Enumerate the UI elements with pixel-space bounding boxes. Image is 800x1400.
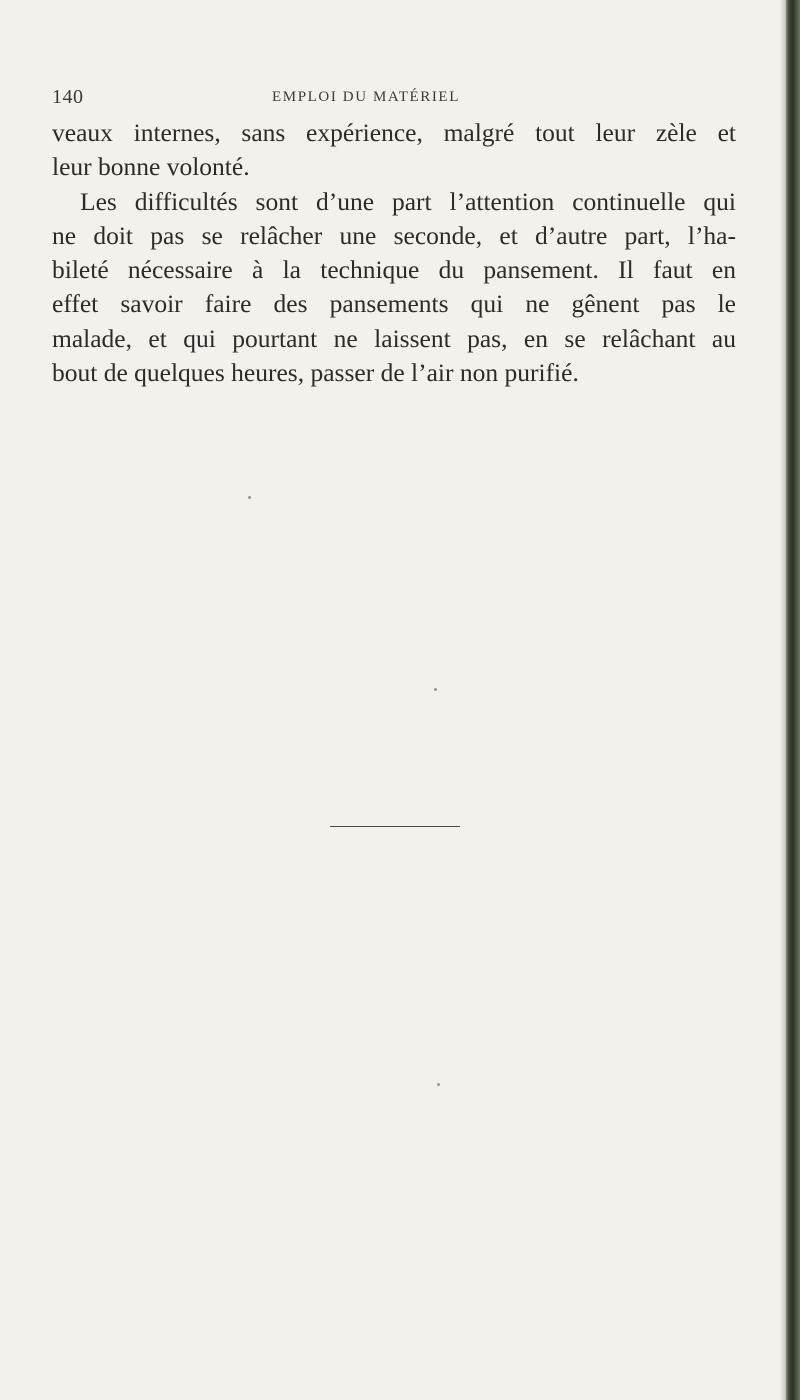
text-line: effet savoir faire des pansements qui ne gênent pas le [52,289,736,319]
text-line: veaux internes, sans expérience, malgré tout leur zèle et [52,118,736,147]
body-paragraphs [52,116,736,390]
text-line: bout de quelques heures, passer de l’air non purifié. [52,358,579,388]
text-line: bileté nécessaire à la technique du pansement. Il faut en [52,255,736,285]
paper-speck [434,688,437,691]
paper-speck [248,496,251,499]
book-edge [786,0,800,1400]
paper-speck [437,1083,440,1086]
text-line: malade, et qui pourtant ne laissent pas, en se relâchant au [52,323,736,353]
running-head-title: EMPLOI DU MATÉRIEL [272,89,460,105]
text-line: Les difficultés sont d’une part l’attention continuelle qui [80,186,736,216]
text-line: ne doit pas se relâcher une seconde, et d’autre part, l’ha- [52,220,736,250]
end-rule [330,826,460,827]
running-head [52,86,712,112]
text-line: leur bonne volonté. [52,152,250,182]
page-number: 140 [52,86,84,108]
